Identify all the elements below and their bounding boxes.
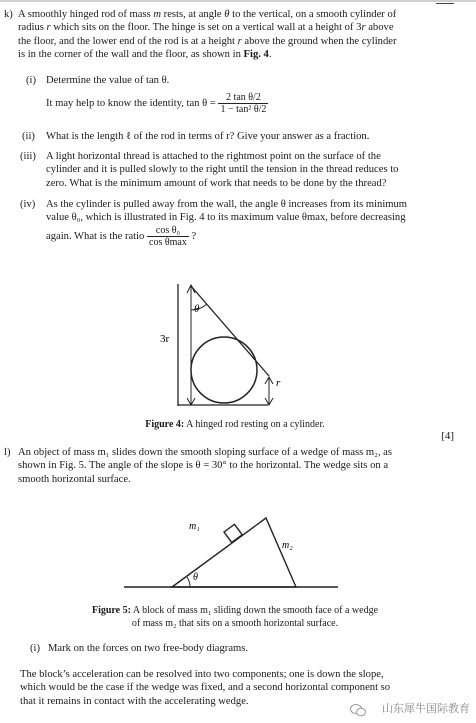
question-k-i-label: (i) bbox=[26, 75, 36, 86]
part-l-line: shown in Fig. 5. The angle of the slope is θ = 30° to the horizontal. The wedge sits on a bbox=[18, 460, 389, 472]
question-k-iv-text bbox=[46, 198, 456, 248]
question-k-iii-line: zero. What is the minimum amount of work that needs to be done by the thread? bbox=[46, 177, 387, 189]
ratio-fraction bbox=[147, 225, 189, 248]
part-l-intro bbox=[18, 446, 456, 486]
identity-numerator: 2 tan θ/2 bbox=[218, 92, 268, 104]
question-l-i-label: (i) bbox=[30, 643, 40, 654]
figure-5-caption-label: Figure 5: bbox=[91, 605, 131, 616]
question-k-iii-line: cylinder and it is pulled slowly to the right until the tension in the thread reduces to bbox=[46, 164, 399, 176]
figure-4-label-r: r bbox=[276, 377, 281, 389]
part-l-followup-line: which would be the case if the wedge was fixed, and a second horizontal component so bbox=[20, 682, 391, 694]
question-k-iii-label: (iii) bbox=[20, 151, 36, 162]
ratio-prefix: again. What is the ratio bbox=[46, 230, 145, 242]
page-top-mark bbox=[436, 0, 454, 4]
part-l-followup-line: The block’s acceleration can be resolved into two components; one is down the slope, bbox=[20, 669, 384, 680]
figure-5-label-m1: m₁ bbox=[189, 521, 200, 532]
part-l-label: l) bbox=[4, 447, 11, 458]
figure-4-label-3r: 3r bbox=[160, 333, 170, 345]
identity-fraction bbox=[218, 92, 268, 115]
figure-4-cylinder bbox=[191, 337, 257, 403]
question-k-i-text: Determine the value of tan θ. bbox=[46, 75, 170, 86]
figure-5-caption bbox=[50, 604, 420, 630]
figure-5-label-theta: θ bbox=[193, 572, 198, 583]
part-k-intro bbox=[18, 8, 456, 62]
question-k-ii-text: What is the length ℓ of the rod in terms of r? Give your answer as a fraction. bbox=[46, 131, 370, 142]
part-k-line-1: A smoothly hinged rod of mass m rests, at angle θ to the vertical, on a smooth cylinder of bbox=[18, 9, 397, 20]
watermark-text: 山东犀牛国际教育 bbox=[382, 701, 470, 715]
figure-4-caption-text: A hinged rod resting on a cylinder. bbox=[184, 419, 325, 430]
part-l-line: smooth horizontal surface. bbox=[18, 473, 131, 485]
figure-4-diagram bbox=[150, 282, 320, 412]
part-l-followup-line: that it remains in contact with the accelerating wedge. bbox=[20, 695, 249, 707]
page-top-edge bbox=[0, 0, 476, 2]
ratio-numerator: cos θ₀ bbox=[147, 225, 189, 237]
figure-5-block bbox=[224, 524, 242, 542]
figure-4-caption bbox=[60, 418, 410, 431]
ratio-suffix: ? bbox=[191, 230, 197, 242]
question-k-iii-line: A light horizontal thread is attached to the rightmost point on the surface of the bbox=[46, 151, 381, 162]
part-l-line: An object of mass m₁ slides down the smooth sloping surface of a wedge of mass m₂, as bbox=[18, 447, 392, 458]
question-k-iii-text bbox=[46, 150, 456, 190]
question-k-iv-line: value θ₀, which is illustrated in Fig. 4 to its maximum value θmax, before decreasing bbox=[46, 212, 406, 224]
part-k-line-4: is in the corner of the wall and the floor, as shown in Fig. 4. bbox=[18, 49, 272, 61]
identity-denominator: 1 − tan² θ/2 bbox=[220, 104, 267, 115]
figure-4-label-theta: θ bbox=[194, 303, 200, 315]
figure-5-diagram bbox=[120, 510, 350, 595]
figure-5-caption-text: A block of mass m₁ sliding down the smooth face of a wedge bbox=[130, 605, 379, 616]
part-k-line-3: the floor, and the lower end of the rod is at a height r above the ground when the cylinder bbox=[18, 35, 397, 47]
marks-badge: [4] bbox=[441, 430, 454, 442]
question-k-i-hint bbox=[46, 92, 268, 115]
figure-5-caption-line-1 bbox=[50, 604, 420, 617]
question-k-ii-label: (ii) bbox=[22, 131, 35, 142]
part-k-label: k) bbox=[4, 9, 13, 20]
question-k-iv-label: (iv) bbox=[20, 199, 36, 210]
figure-4-caption-label: Figure 4: bbox=[145, 419, 185, 430]
figure-5-caption-line-2: of mass m₂ that sits on a smooth horizontal surface. bbox=[131, 618, 339, 629]
figure-5-label-m2: m₂ bbox=[282, 540, 293, 551]
question-l-i-text: Mark on the forces on two free-body diagrams. bbox=[48, 643, 249, 654]
part-k-line-2: radius r which sits on the floor. The hinge is set on a vertical wall at a height of 3r above bbox=[18, 22, 394, 34]
question-k-iv-line: As the cylinder is pulled away from the wall, the angle θ increases from its minimum bbox=[46, 199, 408, 210]
figure-4-rod bbox=[191, 286, 269, 376]
watermark-chat-icon bbox=[350, 703, 366, 717]
ratio-denominator: cos θmax bbox=[149, 236, 187, 248]
question-k-iv-ratio-line bbox=[46, 225, 456, 248]
identity-prefix: It may help to know the identity, tan θ = bbox=[46, 97, 216, 109]
figure-5-angle-arc bbox=[187, 577, 190, 587]
